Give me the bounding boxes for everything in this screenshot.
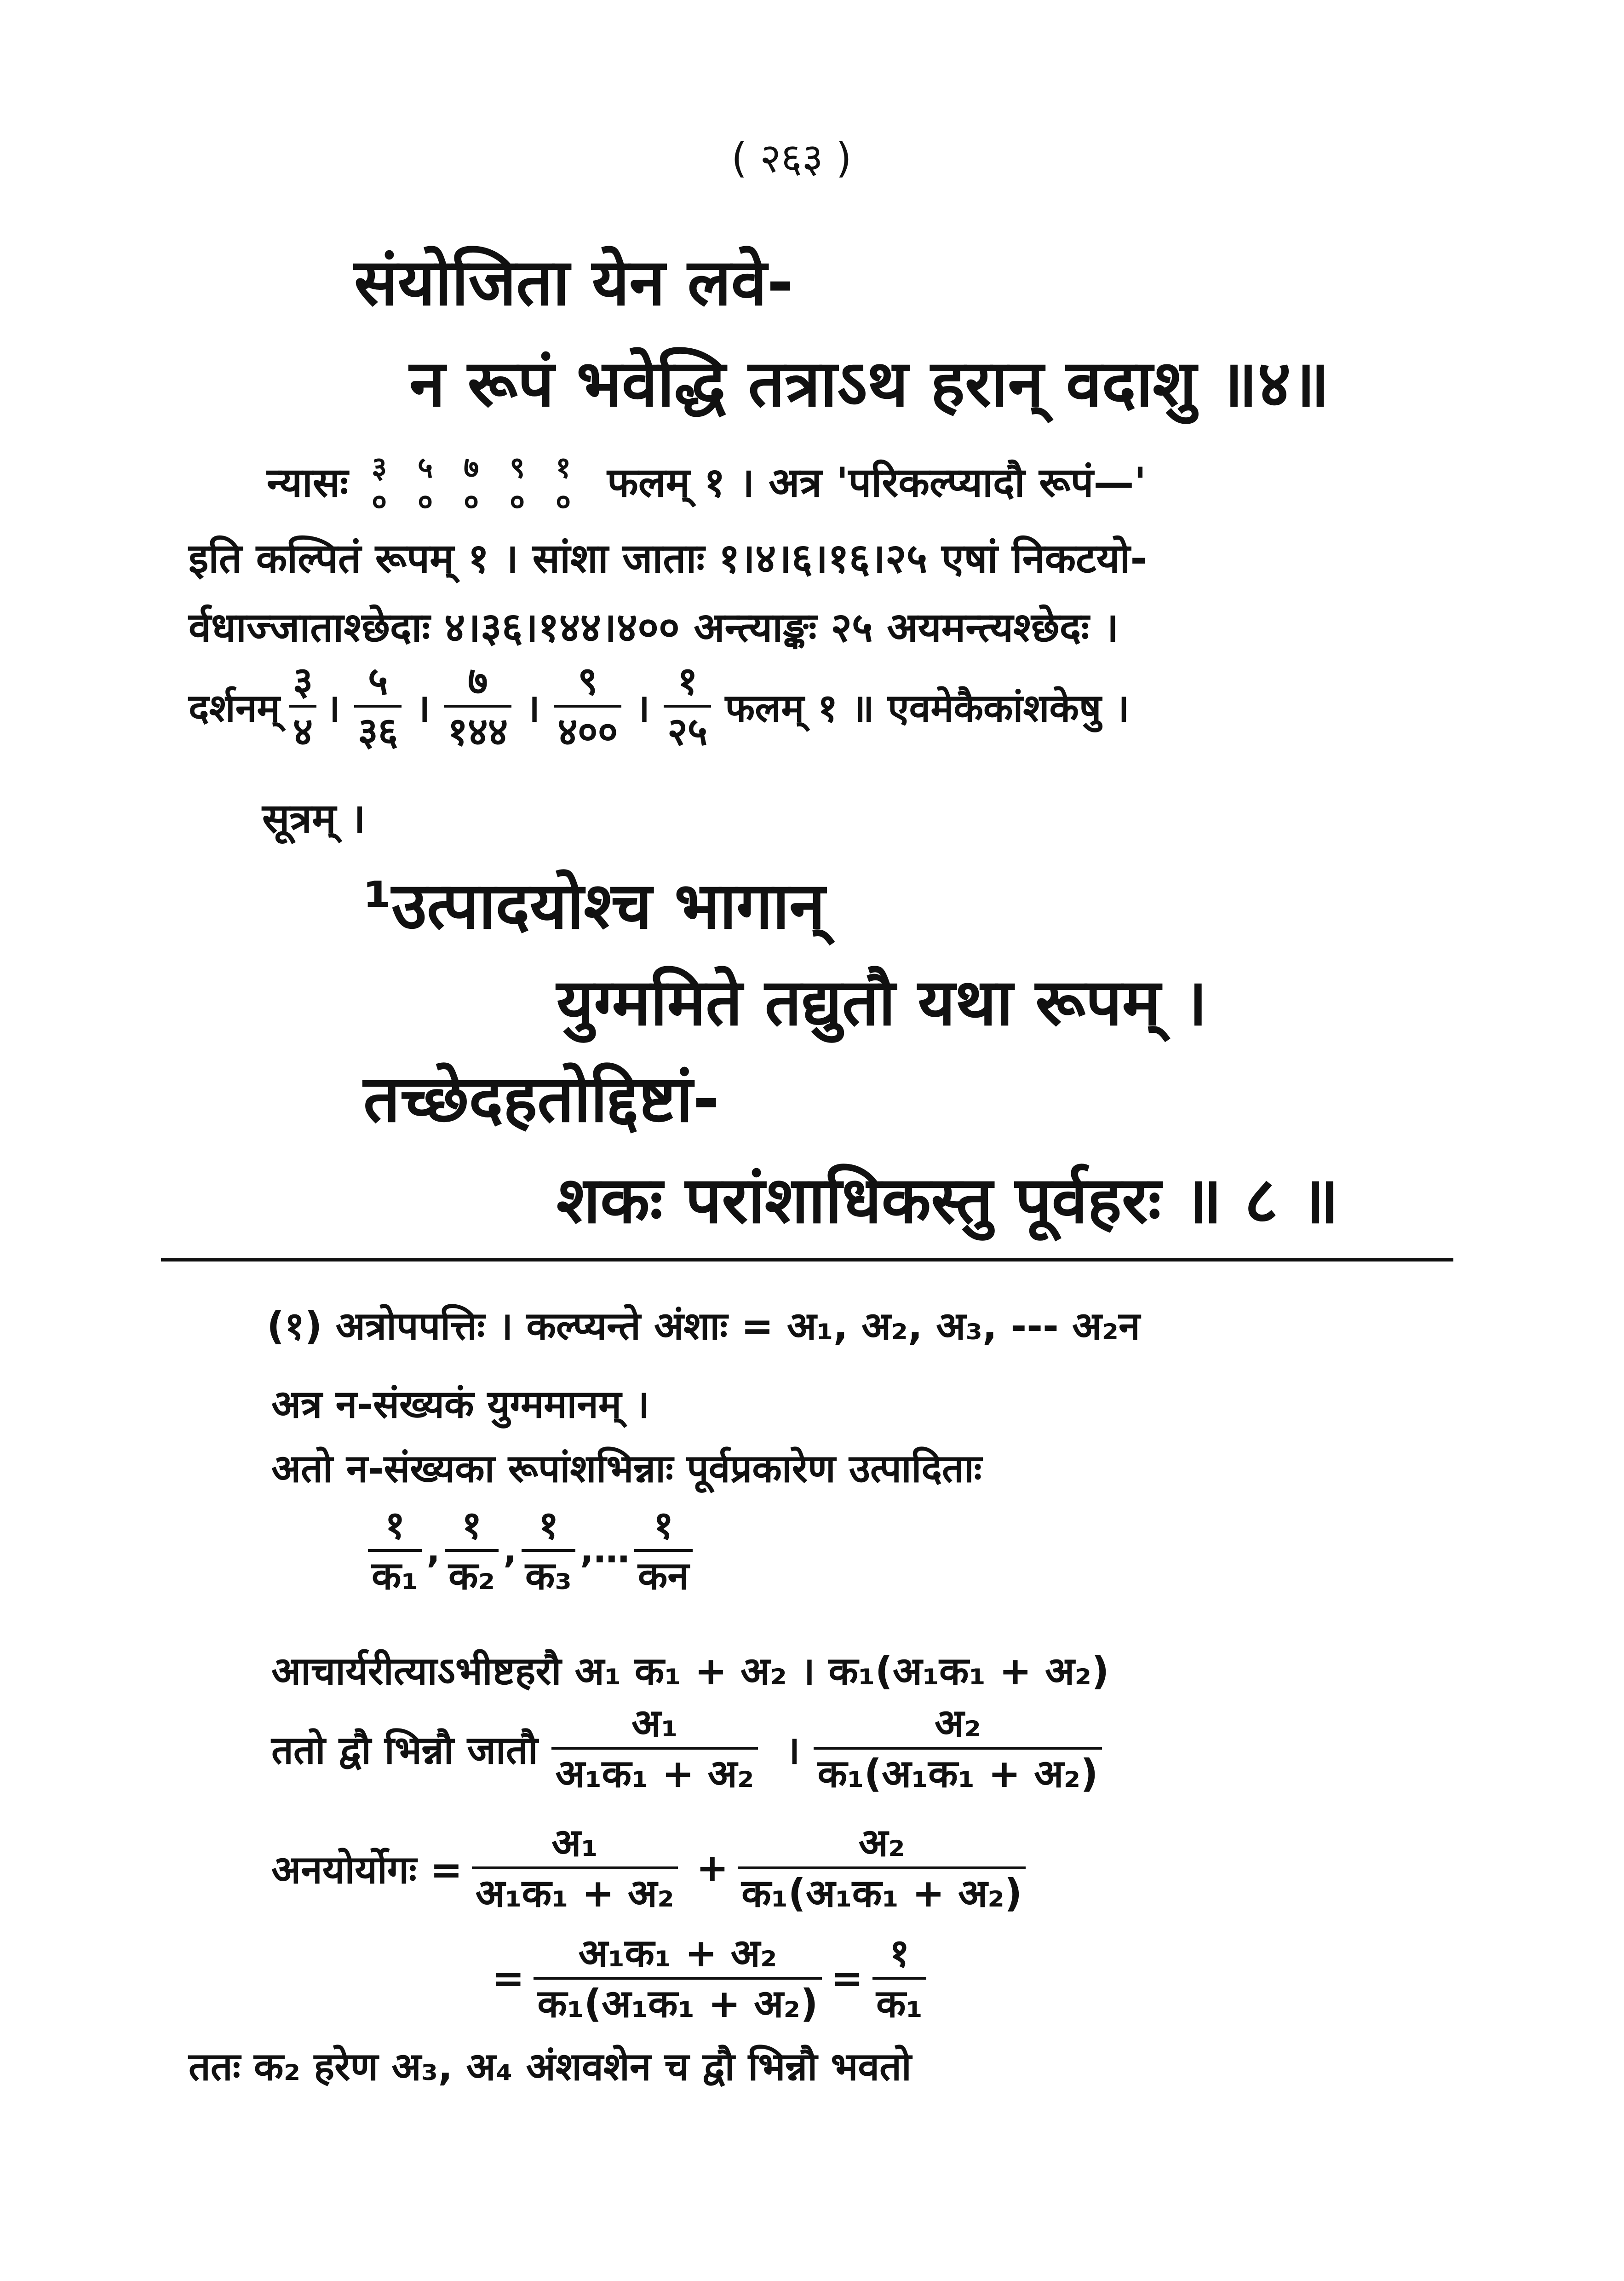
denominator: २५ — [664, 705, 711, 751]
footnote-line5: आचार्यरीत्याऽभीष्टहरौ अ₁ क₁ + अ₂ । क₁(अ₁क₁ + अ₂) — [271, 1648, 1109, 1693]
denominator: ४०० — [554, 705, 621, 751]
unit-fractions-row — [368, 1500, 693, 1601]
verse1-line2: न रूपं भवेद्धि तत्राऽथ हरान् वदाशु ॥४॥ — [409, 346, 1330, 421]
denominator: ४ — [289, 705, 317, 751]
verse2-line2: युग्ममिते तद्युतौ यथा रूपम् । — [557, 965, 1208, 1040]
plus-sign: + — [696, 1845, 729, 1890]
fraction — [872, 1930, 926, 2026]
stacked-bottom: ० — [510, 485, 525, 519]
denominator: क₁(अ₁क₁ + अ₂) — [738, 1866, 1026, 1912]
nyasa-stacked-value — [414, 453, 436, 517]
footnote-line7 — [271, 1822, 1026, 1914]
numerator: १ — [538, 1503, 559, 1548]
fraction — [554, 658, 621, 754]
verse2-line4: शकः परांशाधिकस्तु पूर्वहरः ॥ ८ ॥ — [557, 1163, 1339, 1238]
darshanam-rest: फलम् १ ॥ एवमेकैकांशकेषु । — [725, 685, 1130, 731]
separator: ,… — [580, 1530, 630, 1571]
footnote-divider — [161, 1258, 1453, 1261]
fraction — [634, 1503, 693, 1598]
numerator: १ — [384, 1503, 405, 1548]
separator: । — [635, 685, 650, 731]
fraction — [289, 658, 317, 754]
fraction — [534, 1930, 821, 2026]
stacked-top: १ — [556, 451, 571, 485]
numerator: अ₁क₁ + अ₂ — [578, 1930, 777, 1976]
stacked-bottom: ० — [556, 485, 571, 519]
footnote-line2: अत्र न-संख्यकं युग्ममानम् । — [271, 1382, 650, 1427]
stacked-top: ३ — [372, 451, 387, 485]
verse2-line3: तच्छेदहतोद्दिष्टां- — [363, 1062, 720, 1137]
sutram-label: सूत्रम् । — [262, 795, 366, 842]
footnote-line3: अतो न-संख्यका रूपांशभिन्नाः पूर्वप्रकारेण उत्पादिताः — [271, 1446, 982, 1491]
fraction — [472, 1820, 678, 1916]
verse2-line1: ¹उत्पादयोश्च भागान् — [363, 869, 825, 944]
nyasa-stacked-value — [460, 453, 482, 517]
numerator: अ₁ — [631, 1700, 678, 1745]
denominator: कन — [634, 1549, 693, 1595]
numerator: १ — [653, 1503, 674, 1548]
denominator: क₁(अ₁क₁ + अ₂) — [814, 1747, 1102, 1793]
separator: । — [785, 1727, 800, 1773]
fraction — [368, 1503, 422, 1598]
denominator: ३६ — [354, 705, 402, 751]
nyasa-stacked-value — [506, 453, 528, 517]
numerator: ५ — [367, 658, 388, 703]
verse1-line1: संयोजिता येन लवे- — [354, 245, 794, 320]
stacked-bottom: ० — [418, 485, 433, 519]
denominator: अ₁क₁ + अ₂ — [551, 1747, 757, 1793]
nyasa-label: न्यासः — [267, 459, 349, 506]
fraction — [551, 1700, 757, 1796]
fraction — [814, 1700, 1102, 1796]
numerator: १ — [889, 1930, 910, 1976]
darshanam-line — [189, 660, 1130, 752]
footnote-line6 — [271, 1702, 1102, 1794]
footnote-line1: (१) अत्रोपपत्तिः । कल्प्यन्ते अंशाः = अ₁, अ₂, अ₃, --- अ₂न — [267, 1303, 1140, 1348]
denominator: क₂ — [445, 1549, 499, 1595]
nyasa-stacked-value — [552, 453, 574, 517]
stacked-bottom: ० — [464, 485, 479, 519]
stacked-bottom: ० — [372, 485, 387, 519]
equals-sign: = — [831, 1956, 863, 2001]
numerator: ९ — [577, 658, 598, 703]
line7-label: अनयोर्योगः = — [271, 1847, 463, 1892]
denominator: क₁ — [368, 1549, 422, 1595]
darshanam-label: दर्शनम् — [189, 685, 280, 731]
denominator: क₁(अ₁क₁ + अ₂) — [534, 1977, 821, 2023]
fraction — [445, 1503, 499, 1598]
denominator: अ₁क₁ + अ₂ — [472, 1866, 678, 1912]
fraction — [354, 658, 402, 754]
denominator: १४४ — [444, 705, 511, 751]
denominator: क₃ — [522, 1549, 575, 1595]
footnote-line9: ततः क₂ हरेण अ₃, अ₄ अंशवशेन च द्वौ भिन्नौ भवतो — [189, 2044, 912, 2089]
nyasa-line3: र्वधाज्जाताश्छेदाः ४।३६।१४४।४०० अन्त्याङ्कः २५ अयमन्त्यश्छेदः । — [189, 604, 1119, 651]
nyasa-line1-rest: फलम् १ । अत्र 'परिकल्प्यादौ रूपं—' — [607, 459, 1147, 506]
fraction — [444, 658, 511, 754]
page-number: ( २६३ ) — [731, 134, 852, 182]
separator: , — [426, 1530, 440, 1571]
nyasa-stacked-value — [368, 453, 390, 517]
denominator: क₁ — [872, 1977, 926, 2023]
numerator: १ — [461, 1503, 482, 1548]
separator: , — [503, 1530, 517, 1571]
nyasa-line2: इति कल्पितं रूपम् १ । सांशा जाताः १।४।६।१६।२५ एषां निकटयो- — [189, 535, 1147, 582]
fraction — [664, 658, 711, 754]
numerator: १ — [677, 658, 698, 703]
separator: । — [415, 685, 430, 731]
fraction — [522, 1503, 575, 1598]
line6-label: ततो द्वौ भिन्नौ जातौ — [271, 1727, 538, 1773]
fraction — [738, 1820, 1026, 1916]
footnote-line8 — [492, 1932, 926, 2024]
separator: । — [326, 685, 341, 731]
separator: । — [525, 685, 540, 731]
equals-sign: = — [492, 1956, 525, 2001]
numerator: अ₂ — [935, 1700, 981, 1745]
numerator: ७ — [468, 658, 488, 703]
stacked-top: ९ — [510, 451, 525, 485]
stacked-top: ५ — [418, 451, 433, 485]
numerator: अ₁ — [551, 1820, 598, 1865]
numerator: अ₂ — [858, 1820, 905, 1865]
numerator: ३ — [293, 658, 313, 703]
stacked-top: ७ — [464, 451, 479, 485]
